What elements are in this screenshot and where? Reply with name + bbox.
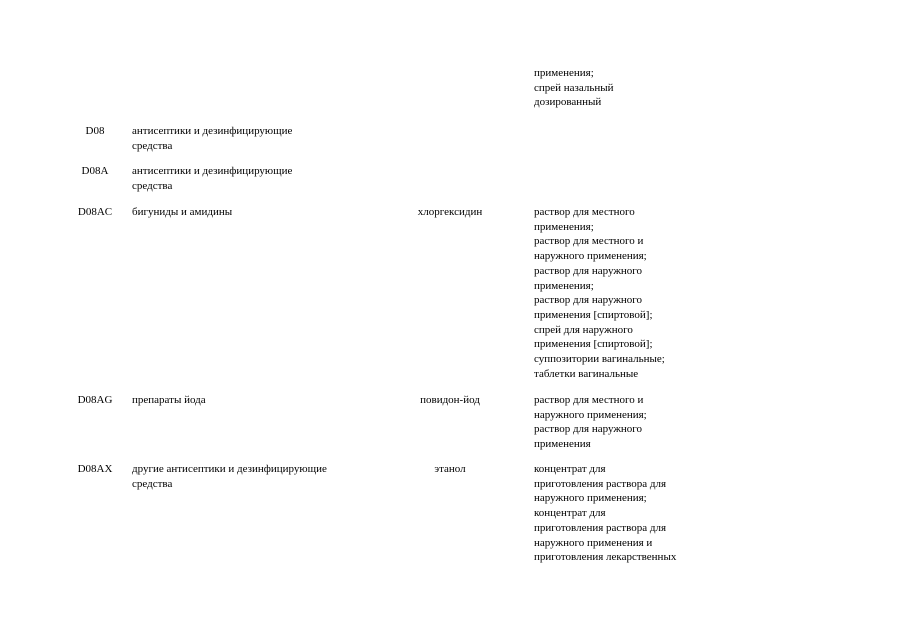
dosage-form-line: раствор для наружного: [534, 264, 643, 277]
atc-group-cell: [132, 393, 382, 408]
atc-group-cell: [132, 124, 382, 153]
dosage-form-line: дозированный: [534, 96, 602, 109]
dosage-form-line: спрей назальный: [534, 81, 614, 94]
atc-group-line: средства: [132, 139, 173, 152]
dosage-form-line: суппозитории вагинальные;: [534, 353, 665, 366]
dosage-form-line: применения: [534, 438, 591, 451]
atc-code-cell: D08AG: [77, 394, 113, 406]
dosage-form-line: раствор для наружного: [534, 423, 643, 436]
atc-group-line: средства: [132, 477, 173, 490]
dosage-form-line: применения;: [534, 67, 594, 79]
active-substance-cell: этанол: [434, 463, 466, 475]
dosage-form-line: раствор для местного и: [534, 394, 644, 406]
atc-code-cell: D08: [85, 125, 105, 137]
dosage-form-line: наружного применения;: [534, 492, 647, 505]
active-substance-cell: хлоргексидин: [417, 206, 483, 218]
dosage-form-line: таблетки вагинальные: [534, 367, 639, 380]
dosage-form-line: наружного применения;: [534, 250, 647, 263]
atc-group-line: антисептики и дезинфицирующие: [132, 125, 293, 137]
dosage-form-line: раствор для наружного: [534, 294, 643, 307]
dosage-form-line: приготовления раствора для: [534, 521, 666, 534]
atc-code-cell: D08AC: [77, 206, 113, 218]
atc-group-line: бигуниды и амидины: [132, 206, 233, 218]
atc-code-cell: D08AX: [77, 463, 113, 475]
dosage-forms-cell: [534, 462, 734, 565]
dosage-form-line: концентрат для: [534, 507, 606, 520]
atc-group-line: другие антисептики и дезинфицирующие: [132, 463, 327, 475]
dosage-forms-cell: [534, 66, 734, 110]
atc-group-line: препараты йода: [132, 394, 206, 406]
dosage-form-line: применения;: [534, 279, 594, 292]
active-substance-cell: повидон-йод: [420, 394, 480, 406]
atc-group-cell: [132, 205, 382, 220]
dosage-form-line: наружного применения;: [534, 408, 647, 421]
dosage-form-line: раствор для местного и: [534, 235, 644, 248]
atc-group-cell: [132, 164, 382, 193]
dosage-forms-cell: [534, 393, 734, 452]
dosage-form-line: приготовления раствора для: [534, 477, 666, 490]
atc-group-cell: [132, 462, 382, 491]
dosage-form-line: применения [спиртовой];: [534, 308, 653, 321]
dosage-form-line: применения;: [534, 220, 594, 233]
dosage-form-line: применения [спиртовой];: [534, 338, 653, 351]
atc-group-line: антисептики и дезинфицирующие: [132, 165, 293, 177]
dosage-form-line: приготовления лекарственных: [534, 551, 677, 564]
dosage-forms-cell: [534, 205, 734, 381]
dosage-form-line: спрей для наружного: [534, 323, 633, 336]
atc-code-cell: D08A: [81, 165, 109, 177]
atc-group-line: средства: [132, 179, 173, 192]
dosage-form-line: концентрат для: [534, 463, 606, 475]
dosage-form-line: наружного применения и: [534, 536, 653, 549]
dosage-form-line: раствор для местного: [534, 206, 635, 218]
